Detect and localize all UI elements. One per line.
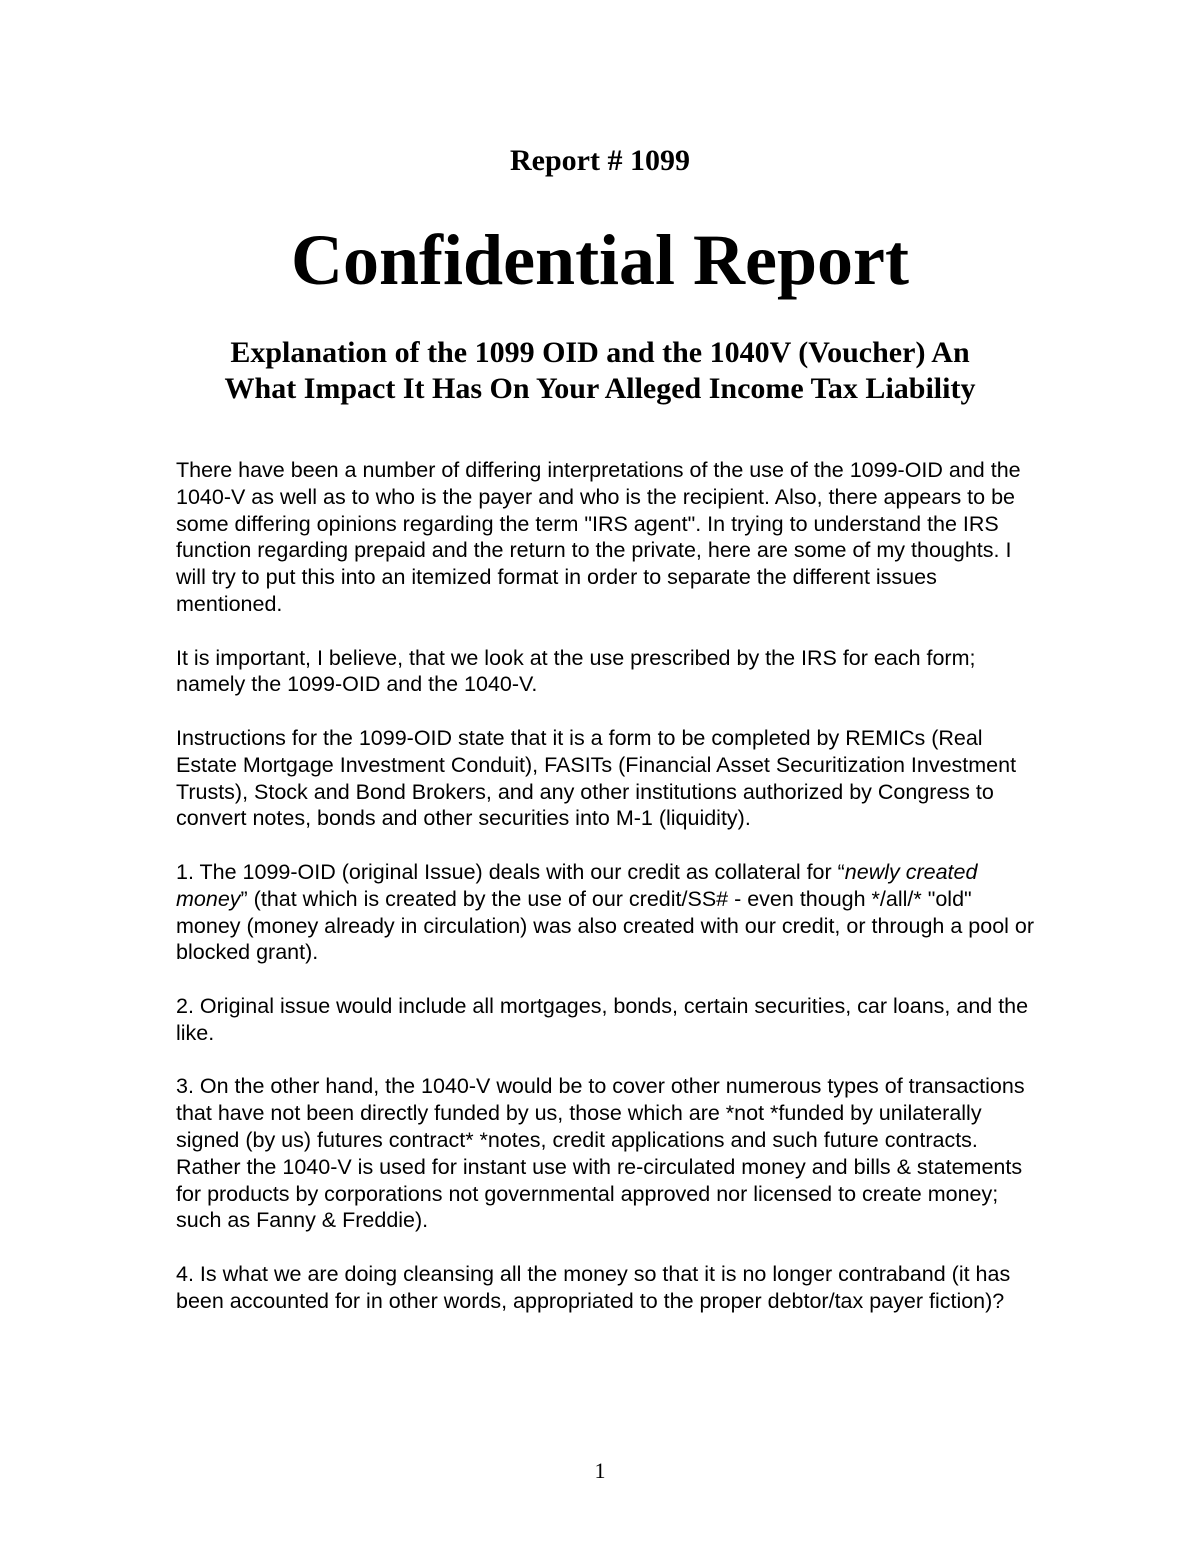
paragraph-item-1 bbox=[176, 859, 1036, 966]
paragraph-item-3: 3. On the other hand, the 1040-V would be to cover other numerous types of transactions that have not been directly funded by us, those which are *not *funded by unilaterally signed (by us) futures contract* *notes, credit applications and such future contracts. Rather the 1040-V is used for instant use with re-circulated money and bills & statements for products by corporations not governmental approved nor licensed to create money; such as Fanny & Freddie). bbox=[176, 1074, 1025, 1233]
paragraph-item-2: 2. Original issue would include all mortgages, bonds, certain securities, car loans, and the like. bbox=[176, 993, 1029, 1045]
page-number: 1 bbox=[594, 1458, 606, 1483]
item-1-text-end: ” (that which is created by the use of our credit/SS# - even though */all/* "old" money (money already in circulation) was also created with our credit, or through a pool or blocked grant). bbox=[176, 886, 1035, 965]
paragraph-intro: There have been a number of differing interpretations of the use of the 1099-OID and the 1040-V as well as to who is the payer and who is the recipient. Also, there appears to be some differing opinions regarding the term "IRS agent". In trying to understand the IRS function regarding prepaid and the return to the private, here are some of my thoughts. I will try to put this into an itemized format in order to separate the different issues mentioned. bbox=[176, 458, 1021, 616]
subtitle-line-1: Explanation of the 1099 OID and the 1040V (Voucher) An bbox=[230, 336, 970, 369]
item-1-text-start: 1. The 1099-OID (original Issue) deals with our credit as collateral for “ bbox=[176, 859, 845, 884]
item-1-italic-phrase: newly created money bbox=[176, 859, 978, 911]
body-text bbox=[176, 457, 1036, 1341]
report-number: Report # 1099 bbox=[510, 144, 690, 177]
paragraph-prescribed-use: It is important, I believe, that we look at the use prescribed by the IRS for each form; namely the 1099-OID and the 1040-V. bbox=[176, 645, 976, 697]
paragraph-instructions: Instructions for the 1099-OID state that it is a form to be completed by REMICs (Real Estate Mortgage Investment Conduit), FASITs (Financial Asset Securitization Investment Trusts), Stock and Bond Brokers, and any other institutions authorized by Congress to convert notes, bonds and other securities into M-1 (liquidity). bbox=[176, 725, 1017, 831]
subtitle-line-2: What Impact It Has On Your Alleged Income Tax Liability bbox=[224, 372, 976, 405]
document-subtitle bbox=[150, 335, 1050, 407]
document-title: Confidential Report bbox=[291, 220, 909, 300]
paragraph-item-4: 4. Is what we are doing cleansing all the money so that it is no longer contraband (it has been accounted for in other words, appropriated to the proper debtor/tax payer fiction)? bbox=[176, 1261, 1011, 1313]
